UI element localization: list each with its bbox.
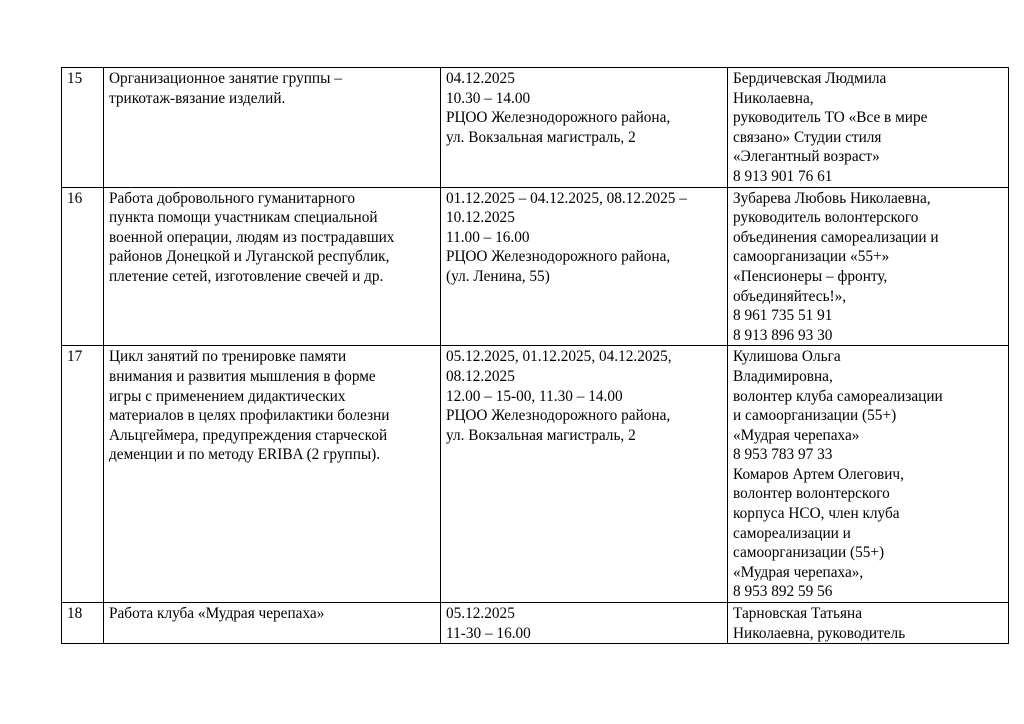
date-place-cell [441,68,728,188]
event-text-line: военной операции, людям из пострадавших [109,228,395,246]
phone-number: 8 953 783 97 33 [733,446,833,464]
row-number: 15 [67,70,83,87]
time-text-line: 11.00 – 16.00 [446,228,530,246]
date-text-line: 08.12.2025 [446,367,515,385]
events-schedule-table [61,67,1009,644]
place-text-line: РЦОО Железнодорожного района, [446,407,671,425]
date-text-line: 04.12.2025 [446,70,515,87]
responsible-text-line: Зубарева Любовь Николаевна, [733,189,931,207]
responsible-text-line: самоорганизации (55+) [733,544,885,562]
table-row [62,68,1009,188]
responsible-text-line: Владимировна, [733,367,833,385]
row-number-cell [62,603,104,644]
responsible-text-line: Николаевна, [733,89,814,107]
responsible-text-line: самореализации и [733,524,851,542]
date-text-line: 01.12.2025 – 04.12.2025, 08.12.2025 – [446,189,687,207]
responsible-text-line: волонтер клуба самореализации [733,387,943,405]
responsible-text-line: объединения самореализации и [733,228,939,246]
document-page [61,67,1008,644]
responsible-text-line: Тарновская Татьяна [733,605,863,623]
phone-number: 8 913 901 76 61 [733,167,833,185]
row-number: 18 [67,605,83,623]
row-number-cell [62,346,104,603]
responsible-text-line: самоорганизации «55+» [733,248,890,266]
time-text-line: 10.30 – 14.00 [446,89,531,107]
row-number: 17 [67,348,83,366]
event-text-line: плетение сетей, изготовление свечей и др. [109,267,384,285]
place-text-line: (ул. Ленина, 55) [446,267,550,285]
event-cell [104,346,441,603]
time-text-line: 11-30 – 16.00 [446,624,531,642]
phone-number: 8 961 735 51 91 [733,307,833,325]
responsible-text-line: «Мудрая черепаха» [733,426,860,444]
responsible-text-line: и самоорганизации (55+) [733,407,897,425]
responsible-cell [728,603,1009,644]
date-place-cell [441,346,728,603]
phone-number: 8 913 896 93 30 [733,326,833,344]
time-text-line: 12.00 – 15-00, 11.30 – 14.00 [446,387,623,405]
event-text-line: Альцгеймера, предупреждения старческой [109,426,388,444]
row-number: 16 [67,189,83,207]
responsible-text-line: Кулишова Ольга [733,348,841,366]
date-text-line: 05.12.2025 [446,605,515,623]
responsible-text-line: руководитель волонтерского [733,209,919,227]
event-text-line: Работа клуба «Мудрая черепаха» [109,605,325,623]
event-text-line: Цикл занятий по тренировке памяти [109,348,347,366]
event-text-line: внимания и развития мышления в форме [109,367,376,385]
responsible-text-line: связано» Студии стиля [733,128,882,146]
event-text-line: деменции и по методу ERIBA (2 группы). [109,446,381,464]
responsible-cell [728,68,1009,188]
place-text-line: ул. Вокзальная магистраль, 2 [446,128,636,146]
row-number-cell [62,68,104,188]
table-row [62,603,1009,644]
row-number-cell [62,187,104,346]
event-text-line: игры с применением дидактических [109,387,346,405]
date-place-cell [441,603,728,644]
phone-number: 8 953 892 59 56 [733,583,833,601]
place-text-line: РЦОО Железнодорожного района, [446,109,671,127]
event-text-line: пункта помощи участникам специальной [109,209,378,227]
responsible-text-line: Николаевна, руководитель [733,624,906,642]
event-text-line: Работа добровольного гуманитарного [109,189,356,207]
date-text-line: 05.12.2025, 01.12.2025, 04.12.2025, [446,348,672,366]
table-row [62,346,1009,603]
responsible-text-line: Бердичевская Людмила [733,70,887,87]
responsible-text-line: «Элегантный возраст» [733,148,880,166]
responsible-text-line: Комаров Артем Олегович, [733,465,904,483]
responsible-text-line: «Мудрая черепаха», [733,563,864,581]
place-text-line: РЦОО Железнодорожного района, [446,248,671,266]
date-place-cell [441,187,728,346]
responsible-text-line: «Пенсионеры – фронту, [733,267,888,285]
table-row [62,187,1009,346]
responsible-text-line: волонтер волонтерского [733,485,890,503]
responsible-text-line: объединяйтесь!», [733,287,847,305]
responsible-cell [728,187,1009,346]
responsible-cell [728,346,1009,603]
event-cell [104,187,441,346]
responsible-text-line: корпуса НСО, член клуба [733,505,900,523]
date-text-line: 10.12.2025 [446,209,515,227]
event-cell [104,603,441,644]
event-text-line: трикотаж-вязание изделий. [109,89,286,107]
responsible-text-line: руководитель ТО «Все в мире [733,109,928,127]
event-text-line: материалов в целях профилактики болезни [109,407,390,425]
event-text-line: районов Донецкой и Луганской республик, [109,248,390,266]
event-cell [104,68,441,188]
place-text-line: ул. Вокзальная магистраль, 2 [446,426,636,444]
event-text-line: Организационное занятие группы – [109,70,342,87]
